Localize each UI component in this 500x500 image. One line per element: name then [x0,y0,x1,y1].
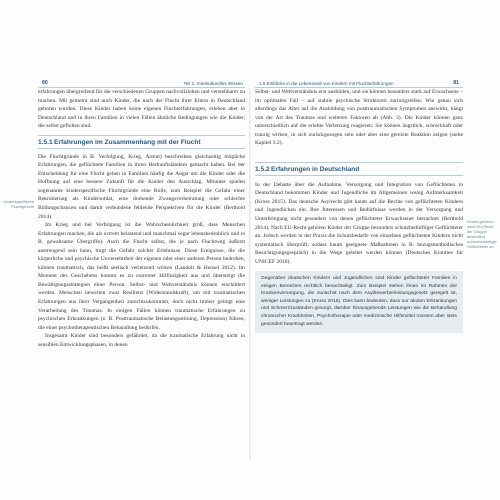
left-section-heading [38,135,245,149]
left-margin-note: Kinderspezifische Fluchtgründe [3,199,34,209]
right-paragraph-1: In der Debatte über die Aufnahme, Versorgung und Integration von Geflüchteten in Deutschland bekommen Kinder und Jugendliche im Allgemeinen wenig Aufmerksamkeit (Kruss 2015). Das deutsche Asylrecht gibt kaum auf die Rechte von geflüchteten Kindern und Jugendlichen ein. Ihre Interessen und Bedürfnisse werden in der Versorgung und Unterbringung nicht gesondert von denen geflüchteter Erwachsener betrachtet (Berthold 2014). Nach EU-Recht gehören Kinder der Gruppe besonders schutzbedürftiger Geflüchteter an. Jedoch werden in der Praxis die Schutzbedarfe von einzelnen geflüchteten Kindern nicht systematisch überprüft, sodass kaum geeignete Maßnahmen in B. bezugsmethodisches Besichtigungsgespräch) in die Wege geleitet werden können (Deutsches Komitee für UNICEF 2016). [255,181,463,265]
right-section-number: 1.5.2 [255,165,270,173]
right-running-head: 1.5 Einblicke in die Lebenswelt von Kindern mit Fluchterfahrungen [259,81,394,86]
right-page [255,80,497,460]
right-section-heading [255,162,463,176]
left-paragraph-1: Die Fluchtgründe in B. Verfolgung, Krieg, Armut) beschreiben gleichzeitig mögliche Erfahrungen, die geflüchtete Familien in ihren Herkunftsländern gemacht haben. Bei der Entscheidung für eine Flucht geben in Familien häufig die Angst um die Kinder oder die Hoffnung auf eine bessere Zukunft für die Kinder den Ausschlag. Mitunter spielen sogenannte kinderspezifische Fluchtgründe eine Rolle, zum Beispiel die Gefahr einer Rekrutierung als Kindersoldat, eine drohende Zwangsverheiratung oder schlechte Bildungschancen und damit verbundene fehlende Perspektiven für die Kinder (Berthold 2014). [38,153,245,220]
left-section-number: 1.5.1 [38,138,53,146]
left-running-head: Teil 1: Interkulturelles Wissen [183,81,243,86]
right-margin-note: Kinder gehören nach EU-Recht der Gruppe besonders schutzbedürftiger Geflüchteter an [467,219,497,249]
book-gutter [249,88,251,460]
left-intro-paragraph: erfahrungen übergreifend für die verschiedenen Gruppen nachvollziehen und verstehbarer zu machen. Mit gemeint sind auch Kinder, die nach der Flucht ihrer Eltern in Deutschland geboren wurden. Diese Kinder haben keine eigenen Fluchterfahrungen, erleben aber in Deutschland und in ihren Familien in vielen Fällen ähnliche Bedingungen wie die Kinder, die selbst geflohen sind. [38,89,245,130]
right-page-number: 81 [453,80,459,86]
info-box: Gegenüber deutschen Kindern und Jugendlichen sind Kinder geflüchteter Familien in einigen Bereichen rechtlich benachteiligt. Zum Beispiel stehen ihnen im Rahmen der Krankenversorgung, die zunächst nach dem Asylbewerberleistungsgesetz geregelt ist, weniger Leistungen zu (Kruss 2015). Dies kann bedeuten, dass nur akuten Erkrankungen und Schmerzzuständen gesorgt, darüber hinausgehende Leistungen wie die Behandlung chronischer Krankheiten, Psychotherapie oder medizinische Hilfsmittel müssen aber stets gesondert beantragt werden. [255,271,463,333]
right-section-title: Erfahrungen in Deutschland [271,165,360,173]
right-page-header [255,79,463,88]
right-intro-paragraph: Selbst- und Weltverständnis erst ausbilden, und sie können besonders stark auf Erwachsene – im optimalen Fall – auf stabile psychische Strukturen zurückgreifen. Wie genau sich allerdings das Alter auf die Ausbildung von posttraumatischen Symptomen auswirkt, hängt von der Art des Traumas und weiteren Faktoren ab (Abb. 3). Die Kinder können ganz unterschiedlich auf die erlebte Verletzung reagieren: Sie können ängstlich, schreckhaft oder traurig wirken, in sich zurückgezogen sein oder aber eine gereizte Reaktion zeigen (siehe Kapitel 3.2). [255,89,463,147]
left-page-number: 80 [42,80,48,86]
left-page-header [38,79,245,88]
left-section-title: Erfahrungen im Zusammenhang mit der Flucht [54,138,201,146]
left-paragraph-3: Insgesamt Kinder sind besonders gefährdet, da die traumatische Erfahrung nicht in sensiblen Entwicklungsphasen, in denen [38,333,245,348]
left-page [3,80,245,460]
left-paragraph-2: Im Krieg und bei Verfolgung ist die Wahrscheinlichkeit groß, dass Menschen Erfahrungen machen, die als extrem belastend und manchmal sogar lebensbedrohlich und in B. gewaltsame Übergriffe). Auch die Flucht selbst, die je nach Fluchtweg äußerst anstrengend sein kann, birgt die Gefahr solcher Erlebnisse. Diese Ereignisse, die die körperliche und psychische Unversehrtheit der eigenen oder einer anderen Person bedrohen, können traumatisch, das heißt seelisch verletzend wirken (Landolt & Hensel 2012). Im Moment des Geschehens kommt es zu extremer Hilflosigkeit aus und übersteigt die Bewältigungsstrategien einer Person. Selbst- und Weltverständnis können erschüttert werden. Menschen bewerten zwar Resilienz (Widerstandskraft), um mit traumatischen Erfahrungen aus ihrer Vergangenheit zurechtzukommen, doch nicht immer gelingt eine Verarbeitung des Traumas. In einigen Fällen können traumatische Erfahrungen zu psychischen Erkrankungen (z. B. Posttraumatische Belastungsstörung, Depression) führen, die einer psychotherapeutischen Behandlung bedürfen. [38,222,245,331]
